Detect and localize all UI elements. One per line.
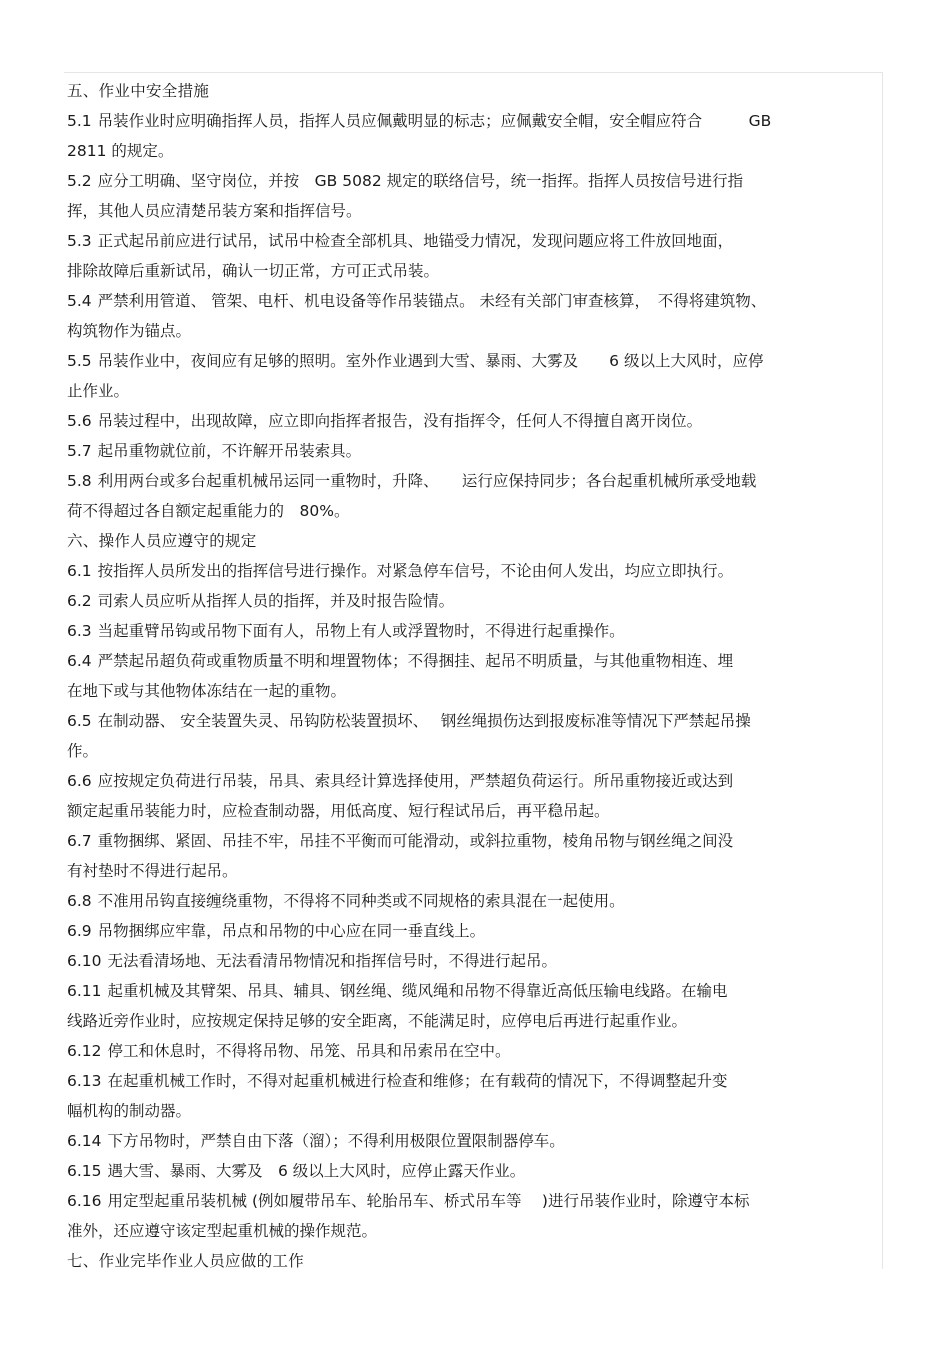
clause-6-5-cont: 作。 (67, 742, 99, 760)
clause-6-6: 6.6 应按规定负荷进行吊装，吊具、索具经计算选择使用，严禁超负荷运行。所吊重物接近或达到 (67, 766, 882, 796)
clause-number: 5.6 (67, 412, 92, 430)
clause-number: 5.5 (67, 352, 92, 370)
clause-number: 5.1 (67, 112, 92, 130)
clause-number: 6.14 (67, 1132, 102, 1150)
clause-6-12: 6.12 停工和休息时，不得将吊物、吊笼、吊具和吊索吊在空中。 (67, 1036, 882, 1066)
clause-6-4-cont: 在地下或与其他物体冻结在一起的重物。 (67, 682, 347, 700)
clause-number: 6.8 (67, 892, 92, 910)
clause-number: 6.10 (67, 952, 102, 970)
clause-number: 6.12 (67, 1042, 102, 1060)
clause-6-5: 6.5 在制动器、 安全装置失灵、吊钩防松装置损坏、 钢丝绳损伤达到报废标准等情况下严禁起吊操 (67, 706, 882, 736)
clause-number: 5.4 (67, 292, 92, 310)
clause-number: 6.11 (67, 982, 102, 1000)
clause-5-5-cont: 止作业。 (67, 382, 130, 400)
section-heading-6: 六、操作人员应遵守的规定 (67, 532, 257, 550)
clause-6-8: 6.8 不准用吊钩直接缠绕重物，不得将不同种类或不同规格的索具混在一起使用。 (67, 886, 882, 916)
clause-5-4: 5.4 严禁利用管道、 管架、电杆、机电设备等作吊装锚点。 未经有关部门审查核算， 不得将建筑物、 (67, 286, 882, 316)
clause-number: 5.8 (67, 472, 92, 490)
clause-number: 6.2 (67, 592, 92, 610)
clause-5-5: 5.5 吊装作业中，夜间应有足够的照明。室外作业遇到大雪、暴雨、大雾及 6 级以上大风时，应停 (67, 346, 882, 376)
document-body (67, 76, 882, 1276)
clause-5-8-cont: 荷不得超过各自额定起重能力的 80%。 (67, 502, 350, 520)
section-heading-5: 五、作业中安全措施 (67, 82, 210, 100)
clause-6-16-cont: 准外，还应遵守该定型起重机械的操作规范。 (67, 1222, 378, 1240)
clause-6-15: 6.15 遇大雪、暴雨、大雾及 6 级以上大风时，应停止露天作业。 (67, 1156, 882, 1186)
clause-6-11-cont: 线路近旁作业时，应按规定保持足够的安全距离，不能满足时，应停电后再进行起重作业。 (67, 1012, 688, 1030)
clause-6-4: 6.4 严禁起吊超负荷或重物质量不明和埋置物体；不得捆挂、起吊不明质量，与其他重物相连、埋 (67, 646, 882, 676)
clause-6-13: 6.13 在起重机械工作时，不得对起重机械进行检查和维修；在有载荷的情况下，不得调整起升变 (67, 1066, 882, 1096)
clause-6-1: 6.1 按指挥人员所发出的指挥信号进行操作。对紧急停车信号，不论由何人发出，均应立即执行。 (67, 556, 882, 586)
clause-number: 5.2 (67, 172, 92, 190)
clause-5-2-cont: 挥，其他人员应清楚吊装方案和指挥信号。 (67, 202, 362, 220)
clause-6-7: 6.7 重物捆绑、紧固、吊挂不牢，吊挂不平衡而可能滑动，或斜拉重物，棱角吊物与钢丝绳之间没 (67, 826, 882, 856)
clause-5-4-cont: 构筑物作为锚点。 (67, 322, 192, 340)
clause-6-11: 6.11 起重机械及其臂架、吊具、辅具、钢丝绳、缆风绳和吊物不得靠近高低压输电线路。在输电 (67, 976, 882, 1006)
clause-5-3-cont: 排除故障后重新试吊，确认一切正常，方可正式吊装。 (67, 262, 440, 280)
clause-6-7-cont: 有衬垫时不得进行起吊。 (67, 862, 238, 880)
clause-6-14: 6.14 下方吊物时，严禁自由下落（溜）；不得利用极限位置限制器停车。 (67, 1126, 882, 1156)
clause-number: 6.15 (67, 1162, 102, 1180)
clause-6-3: 6.3 当起重臂吊钩或吊物下面有人，吊物上有人或浮置物时，不得进行起重操作。 (67, 616, 882, 646)
clause-number: 6.16 (67, 1192, 102, 1210)
clause-number: 6.6 (67, 772, 92, 790)
clause-number: 6.13 (67, 1072, 102, 1090)
section-heading-7: 七、作业完毕作业人员应做的工作 (67, 1252, 305, 1270)
clause-5-6: 5.6 吊装过程中，出现故障，应立即向指挥者报告，没有指挥令，任何人不得擅自离开岗位。 (67, 406, 882, 436)
clause-5-1-cont: 2811 的规定。 (67, 142, 174, 160)
clause-number: 6.5 (67, 712, 92, 730)
clause-6-16: 6.16 用定型起重吊装机械 (例如履带吊车、轮胎吊车、桥式吊车等 )进行吊装作业时，除遵守本标 (67, 1186, 882, 1216)
clause-5-7: 5.7 起吊重物就位前，不许解开吊装索具。 (67, 436, 882, 466)
clause-6-10: 6.10 无法看清场地、无法看清吊物情况和指挥信号时，不得进行起吊。 (67, 946, 882, 976)
clause-5-8: 5.8 利用两台或多台起重机械吊运同一重物时，升降、 运行应保持同步；各台起重机械所承受地载 (67, 466, 882, 496)
clause-6-13-cont: 幅机构的制动器。 (67, 1102, 192, 1120)
clause-number: 6.9 (67, 922, 92, 940)
clause-number: 5.3 (67, 232, 92, 250)
clause-number: 6.7 (67, 832, 92, 850)
clause-number: 6.4 (67, 652, 92, 670)
clause-5-3: 5.3 正式起吊前应进行试吊，试吊中检查全部机具、地锚受力情况，发现问题应将工件放回地面， (67, 226, 882, 256)
clause-number: 5.7 (67, 442, 92, 460)
clause-number: 6.3 (67, 622, 92, 640)
clause-5-2: 5.2 应分工明确、坚守岗位，并按 GB 5082 规定的联络信号，统一指挥。指挥人员按信号进行指 (67, 166, 882, 196)
clause-6-9: 6.9 吊物捆绑应牢靠，吊点和吊物的中心应在同一垂直线上。 (67, 916, 882, 946)
clause-5-1: 5.1 吊装作业时应明确指挥人员，指挥人员应佩戴明显的标志；应佩戴安全帽，安全帽应符合 GB (67, 106, 882, 136)
clause-6-6-cont: 额定起重吊装能力时，应检查制动器，用低高度、短行程试吊后，再平稳吊起。 (67, 802, 610, 820)
clause-number: 6.1 (67, 562, 92, 580)
clause-6-2: 6.2 司索人员应听从指挥人员的指挥，并及时报告险情。 (67, 586, 882, 616)
